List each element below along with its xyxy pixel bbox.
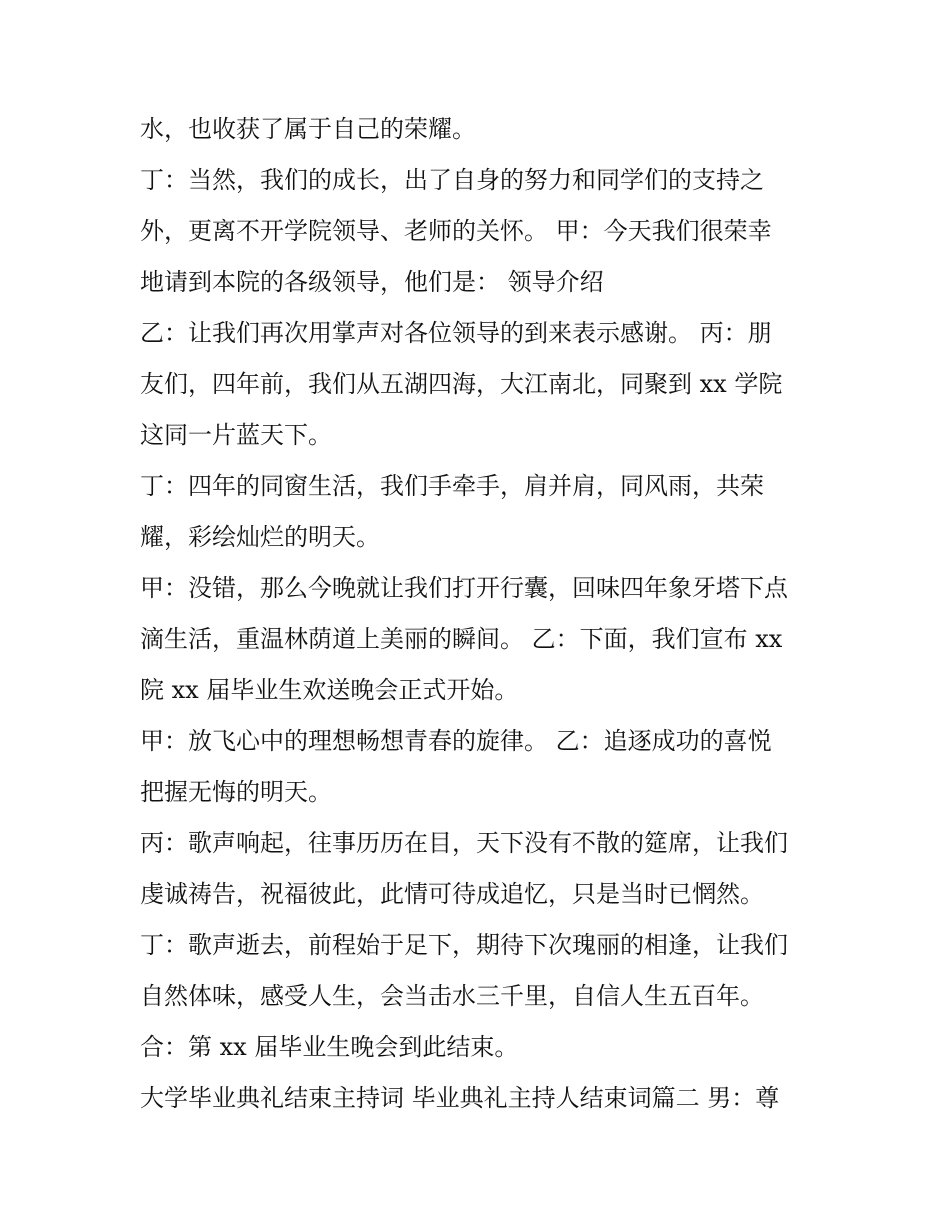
- text-line: 丙：歌声响起，往事历历在目，天下没有不散的筵席，让我们: [140, 829, 788, 857]
- text-line: 滴生活，重温林荫道上美丽的瞬间。 乙：下面，我们宣布 xx: [140, 625, 783, 653]
- text-line: 乙：让我们再次用掌声对各位领导的到来表示感谢。 丙：朋: [140, 319, 772, 347]
- text-line: 友们，四年前，我们从五湖四海，大江南北，同聚到 xx 学院: [140, 370, 783, 398]
- text-line: 虔诚祷告，祝福彼此，此情可待成追忆，只是当时已惘然。: [140, 880, 764, 908]
- text-line: 水，也收获了属于自己的荣耀。: [140, 115, 476, 143]
- text-line: 甲：没错，那么今晚就让我们打开行囊，回味四年象牙塔下点: [140, 574, 788, 602]
- text-line: 丁：四年的同窗生活，我们手牵手，肩并肩，同风雨，共荣: [140, 472, 764, 500]
- text-line: 甲：放飞心中的理想畅想青春的旋律。 乙：追逐成功的喜悦: [140, 727, 772, 755]
- text-line: 把握无悔的明天。: [140, 778, 332, 806]
- text-line: 地请到本院的各级领导，他们是： 领导介绍: [140, 268, 604, 296]
- document-body: [140, 104, 830, 1124]
- text-line: 合：第 xx 届毕业生晚会到此结束。: [140, 1033, 519, 1061]
- text-line: 丁：歌声逝去，前程始于足下，期待下次瑰丽的相逢，让我们: [140, 931, 788, 959]
- text-line: 外，更离不开学院领导、老师的关怀。 甲：今天我们很荣幸: [140, 217, 772, 245]
- text-line: 院 xx 届毕业生欢送晚会正式开始。: [140, 676, 519, 704]
- text-line: 丁：当然，我们的成长，出了自身的努力和同学们的支持之: [140, 166, 764, 194]
- text-line: 这同一片蓝天下。: [140, 421, 332, 449]
- text-line: 大学毕业典礼结束主持词 毕业典礼主持人结束词篇二 男：尊: [140, 1084, 780, 1112]
- text-line: 耀，彩绘灿烂的明天。: [140, 523, 380, 551]
- text-line: 自然体味，感受人生，会当击水三千里，自信人生五百年。: [140, 982, 764, 1010]
